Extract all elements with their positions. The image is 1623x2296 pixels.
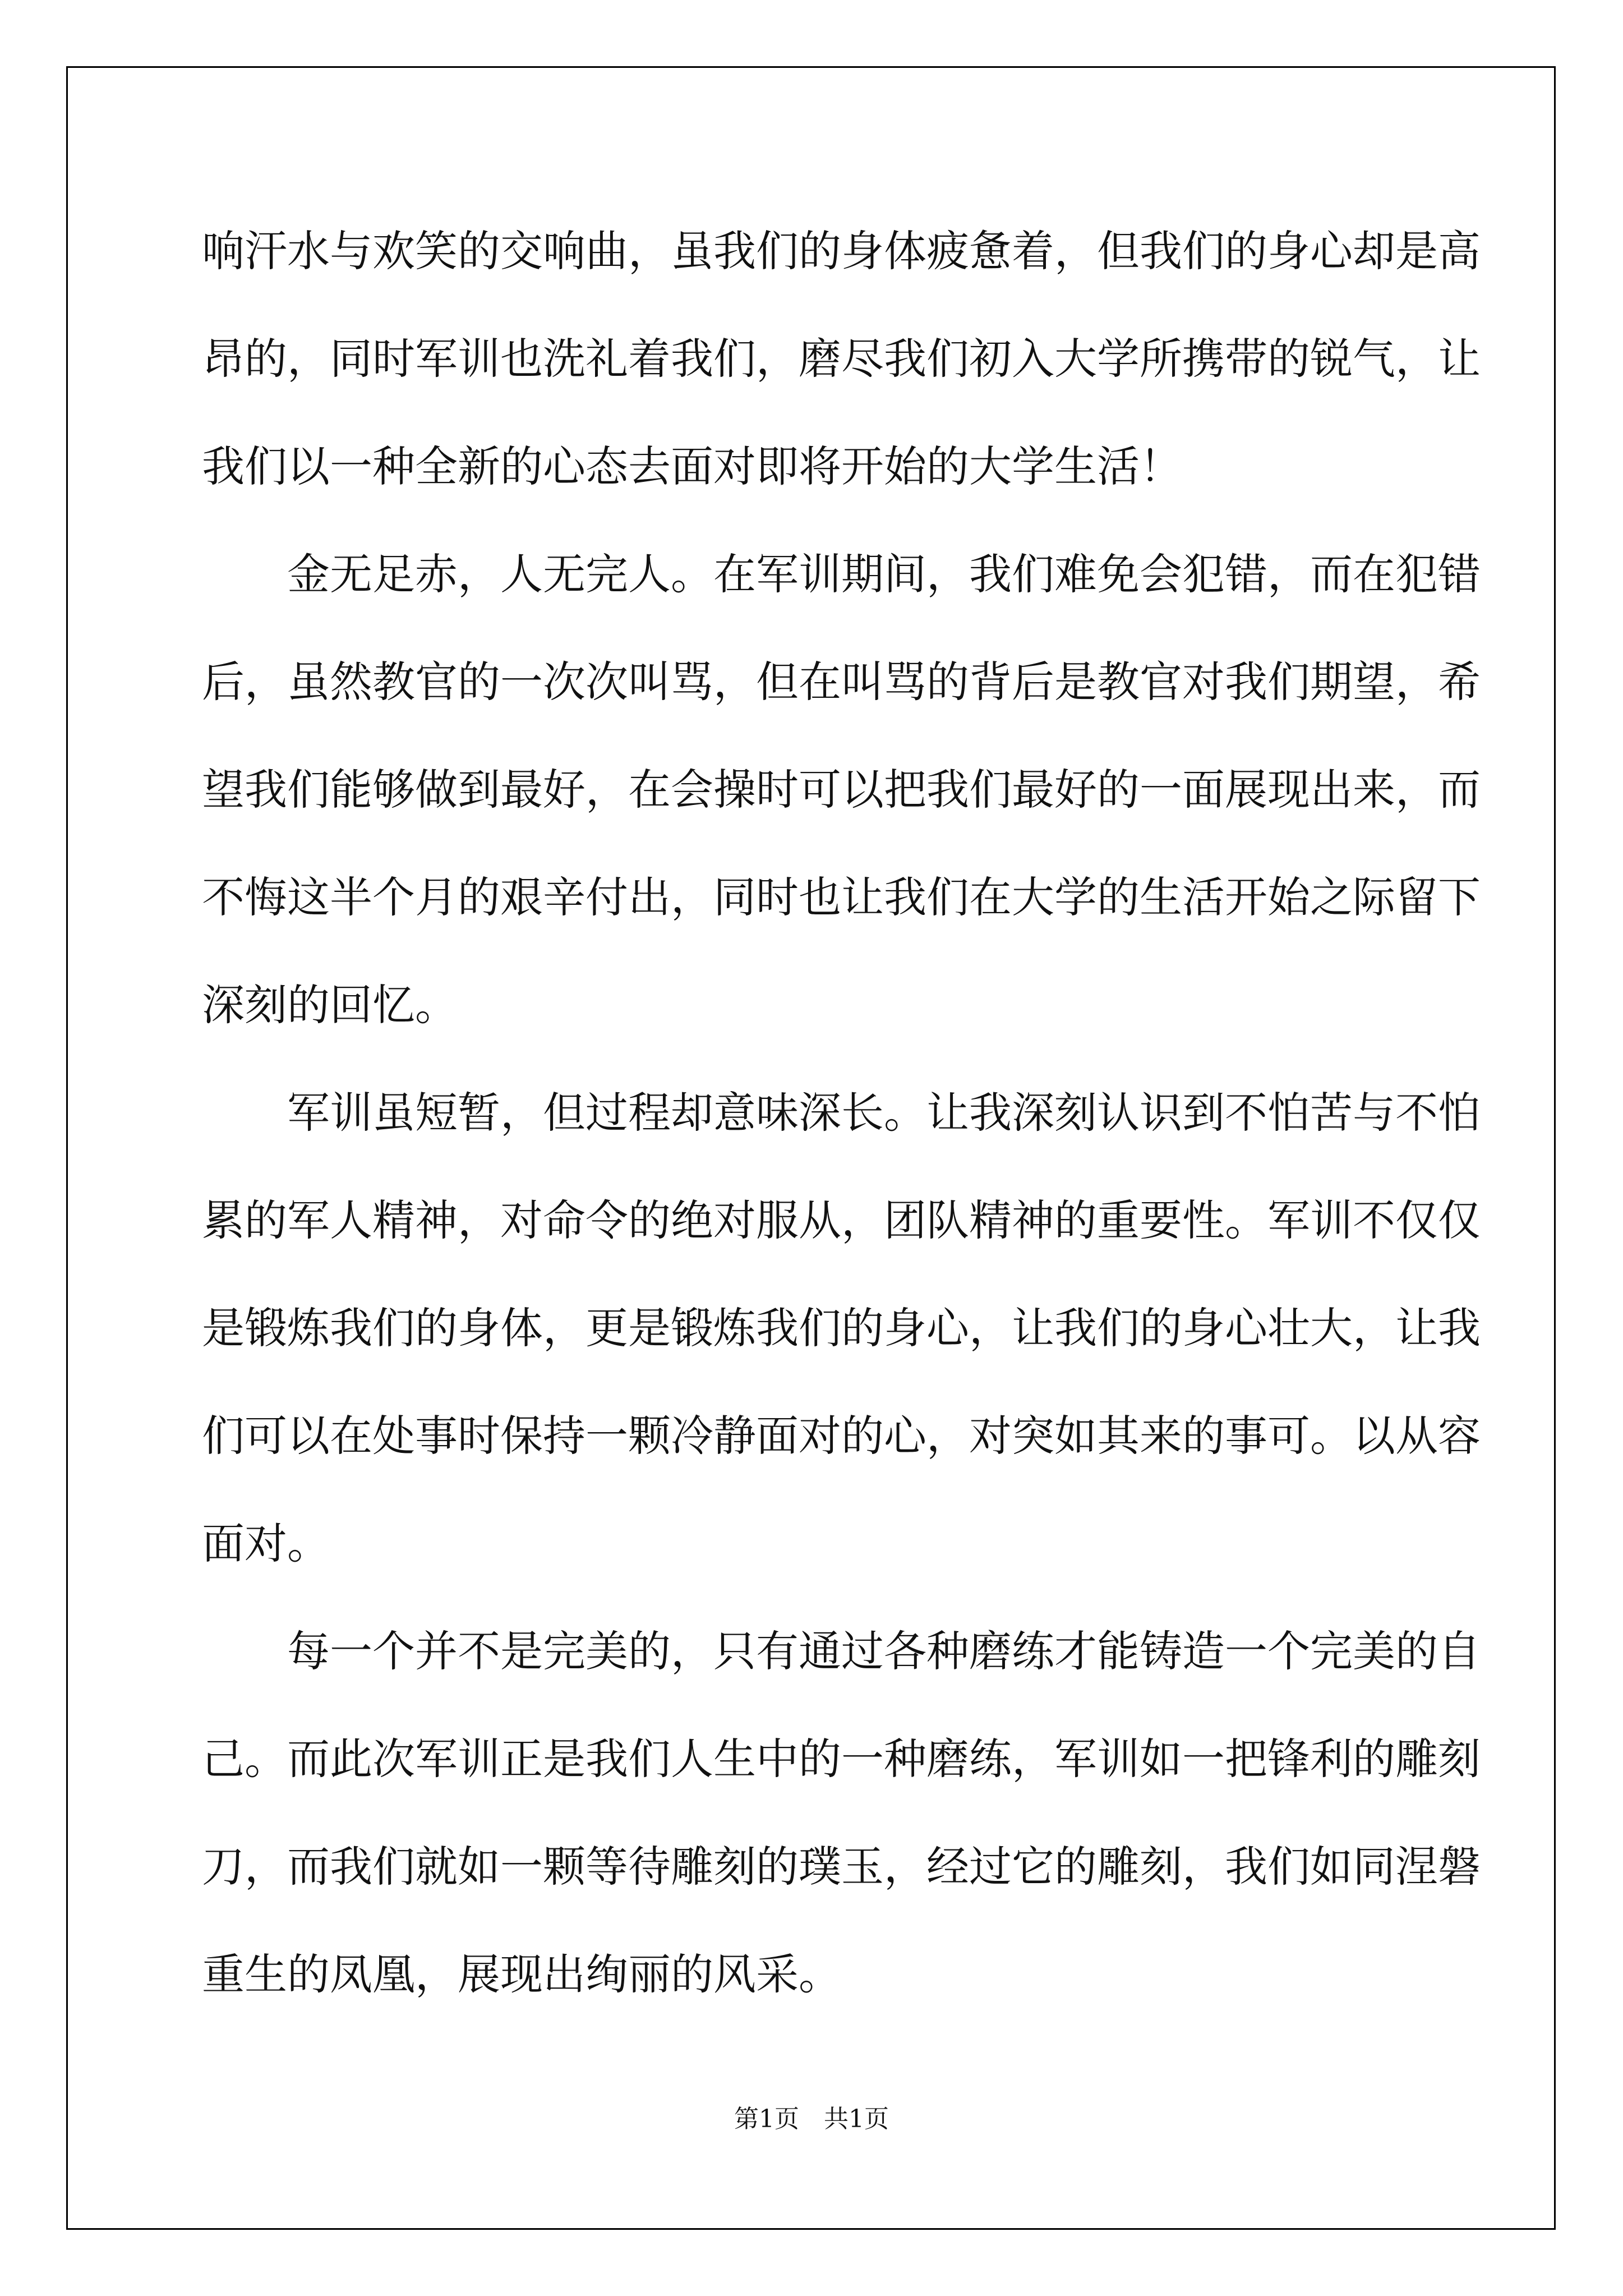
- text-line: 刀，而我们就如一颗等待雕刻的璞玉，经过它的雕刻，我们如同涅磐: [202, 1842, 1481, 1892]
- text-line: 己。而此次军训正是我们人生中的一种磨练，军训如一把锋利的雕刻: [202, 1734, 1481, 1784]
- text-line: 不悔这半个月的艰辛付出，同时也让我们在大学的生活开始之际留下: [202, 872, 1481, 922]
- text-line: 面对。: [202, 1519, 330, 1568]
- text-line: 重生的凤凰，展现出绚丽的风采。: [202, 1949, 841, 1999]
- text-line: 昂的，同时军训也洗礼着我们，磨尽我们初入大学所携带的锐气，让: [202, 334, 1481, 384]
- page-number-footer: 第1页 共1页: [734, 2105, 889, 2133]
- text-line: 望我们能够做到最好，在会操时可以把我们最好的一面展现出来，而: [202, 765, 1481, 815]
- text-line: 响汗水与欢笑的交响曲，虽我们的身体疲惫着，但我们的身心却是高: [202, 226, 1481, 276]
- text-line: 我们以一种全新的心态去面对即将开始的大学生活！: [202, 441, 1182, 491]
- text-line: 累的军人精神，对命令的绝对服从，团队精神的重要性。军训不仅仅: [202, 1195, 1481, 1245]
- text-line: 深刻的回忆。: [202, 980, 458, 1030]
- text-line: 每一个并不是完美的，只有通过各种磨练才能铸造一个完美的自: [202, 1626, 1481, 1676]
- text-line: 们可以在处事时保持一颗冷静面对的心，对突如其来的事可。以从容: [202, 1411, 1481, 1461]
- text-line: 后，虽然教官的一次次叫骂，但在叫骂的背后是教官对我们期望，希: [202, 657, 1481, 707]
- text-line: 是锻炼我们的身体，更是锻炼我们的身心，让我们的身心壮大，让我: [202, 1303, 1481, 1353]
- text-line: 军训虽短暂，但过程却意味深长。让我深刻认识到不怕苦与不怕: [202, 1088, 1481, 1138]
- text-line: 金无足赤，人无完人。在军训期间，我们难免会犯错，而在犯错: [202, 549, 1481, 599]
